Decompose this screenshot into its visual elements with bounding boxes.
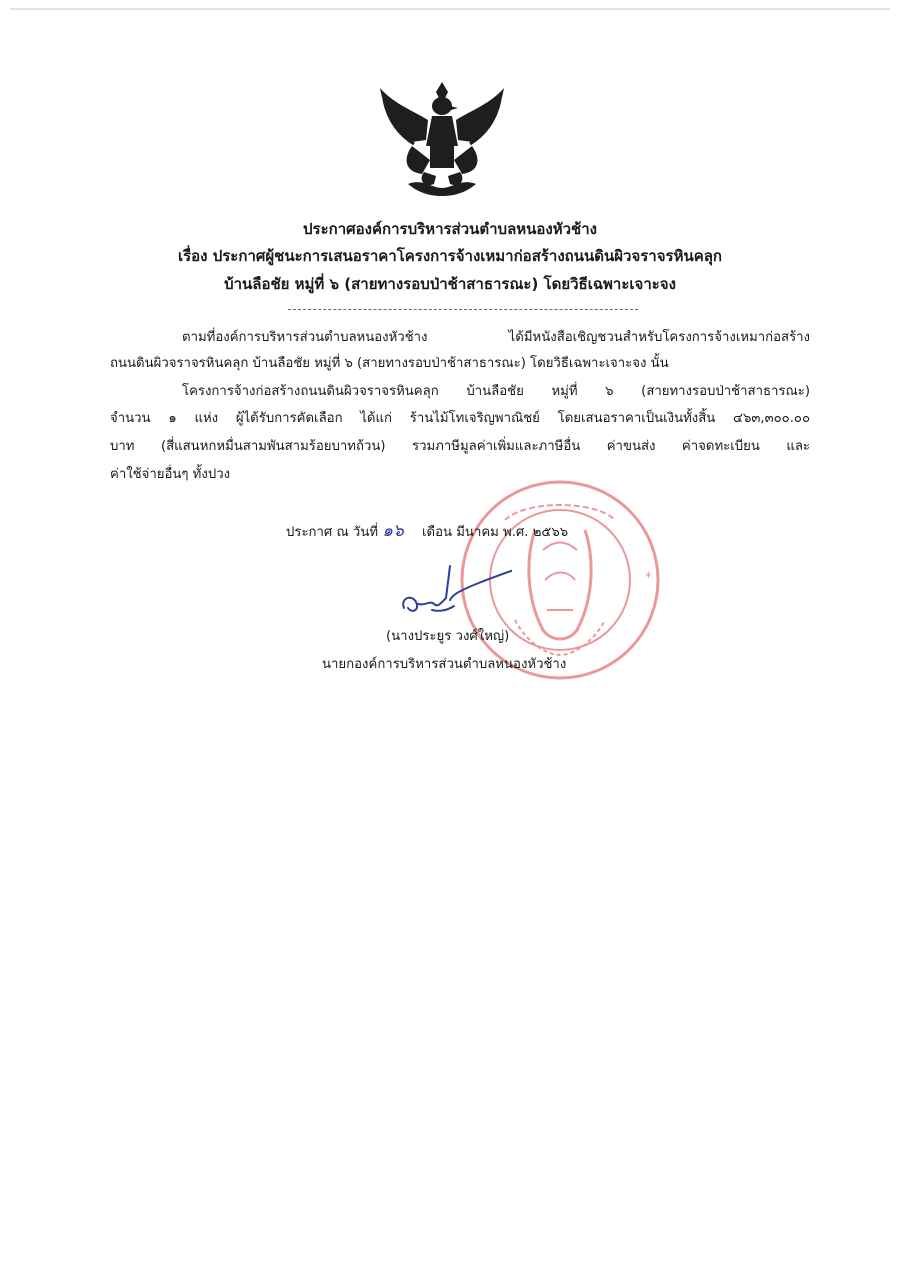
- signatory-name: (นางประยูร วงศ์ใหญ่): [386, 629, 510, 644]
- paragraph-1-line-2: ถนนดินผิวจราจรหินคลุก บ้านลือชัย หมู่ที่ ๖ (สายทางรอบป่าช้าสาธารณะ) โดยวิธีเฉพาะเจาะจง นั้น: [110, 356, 669, 371]
- subject-line-continued: บ้านลือชัย หมู่ที่ ๖ (สายทางรอบป่าช้าสาธารณะ) โดยวิธีเฉพาะเจาะจง: [224, 275, 676, 293]
- paragraph-2-line-1: โครงการจ้างก่อสร้างถนนดินผิวจราจรหินคลุก บ้านลือชัย หมู่ที่ ๖ (สายทางรอบป่าช้าสาธารณะ): [182, 384, 810, 399]
- scan-edge-line: [10, 8, 890, 10]
- paragraph-1-line-1: ตามที่องค์การบริหารส่วนตำบลหนองหัวช้าง ได้มีหนังสือเชิญชวนสำหรับโครงการจ้างเหมาก่อสร้าง: [182, 330, 810, 345]
- section-divider: [288, 309, 638, 310]
- paragraph-2-line-2: จำนวน ๑ แห่ง ผู้ได้รับการคัดเลือก ได้แก่ ร้านไม้โทเจริญพาณิชย์ โดยเสนอราคาเป็นเงินทั้งสิ้น ๔๖๓,๓๐๐.๐๐: [110, 411, 810, 426]
- handwritten-signature-icon: [392, 560, 512, 620]
- svg-text:*: *: [645, 570, 652, 586]
- garuda-emblem-icon: [372, 80, 512, 198]
- subject-line: เรื่อง ประกาศผู้ชนะการเสนอราคาโครงการจ้างเหมาก่อสร้างถนนดินผิวจราจรหินคลุก: [177, 247, 723, 265]
- announcement-title: ประกาศองค์การบริหารส่วนตำบลหนองหัวช้าง: [303, 220, 597, 238]
- handwritten-day: ๑๖: [382, 521, 404, 541]
- announce-date-line: [286, 522, 568, 542]
- announce-month-year: เดือน มีนาคม พ.ศ. ๒๕๖๖: [422, 525, 569, 540]
- signatory-position: นายกองค์การบริหารส่วนตำบลหนองหัวช้าง: [322, 657, 567, 672]
- paragraph-2-line-4: ค่าใช้จ่ายอื่นๆ ทั้งปวง: [110, 467, 231, 482]
- announce-prefix: ประกาศ ณ วันที่: [286, 525, 379, 540]
- paragraph-2-line-3: บาท (สี่แสนหกหมื่นสามพันสามร้อยบาทถ้วน) รวมภาษีมูลค่าเพิ่มและภาษีอื่น ค่าขนส่ง ค่าจดทะเบียน และ: [110, 439, 810, 454]
